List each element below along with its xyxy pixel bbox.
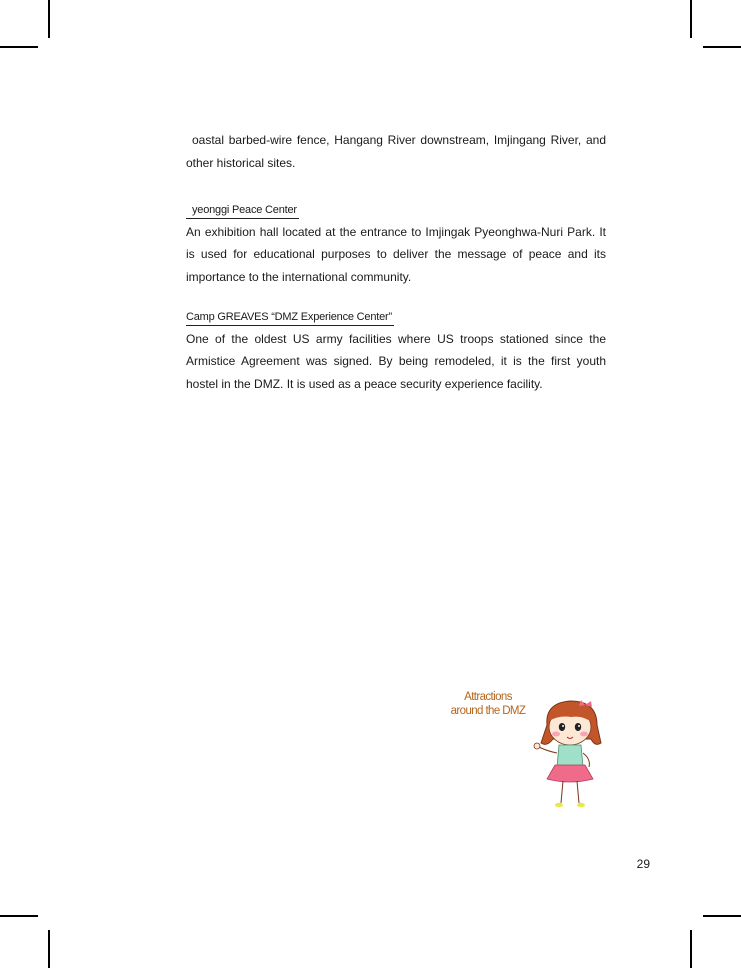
section-body: An exhibition hall located at the entrance to Imjingak Pyeonghwa-Nuri Park. It is used for educational purposes to deliver the message of peace and its importance to the international community. [186,224,606,284]
crop-mark-top-left-vertical [48,0,50,38]
crop-mark-top-right-horizontal [703,46,741,48]
crop-mark-bottom-right-vertical [690,930,692,968]
crop-mark-bottom-left-horizontal [0,915,38,917]
caption-line-2: around the DMZ [450,705,526,717]
intro-paragraph: oastal barbed-wire fence, Hangang River downstream, Imjingang River, and other historical sites. [186,133,606,170]
section-heading: Camp GREAVES “DMZ Experience Center” [186,309,394,326]
section-heading: yeonggi Peace Center [186,202,299,219]
page-number: 29 [636,857,650,871]
crop-mark-top-left-horizontal [0,46,38,48]
crop-mark-bottom-left-vertical [48,930,50,968]
section-body: One of the oldest US army facilities where US troops stationed since the Armistice Agreement was signed. By being remodeled, it is the first youth hostel in the DMZ. It is used as a peace security experience facility. [186,331,606,391]
crop-mark-top-right-vertical [690,0,692,38]
section-gyeonggi-peace-center [186,198,606,288]
section-camp-greaves [186,305,606,395]
intro-block [186,129,606,174]
crop-mark-bottom-right-horizontal [703,915,741,917]
cartoon-girl-illustration [525,695,615,815]
caption-line-1: Attractions [464,691,512,703]
